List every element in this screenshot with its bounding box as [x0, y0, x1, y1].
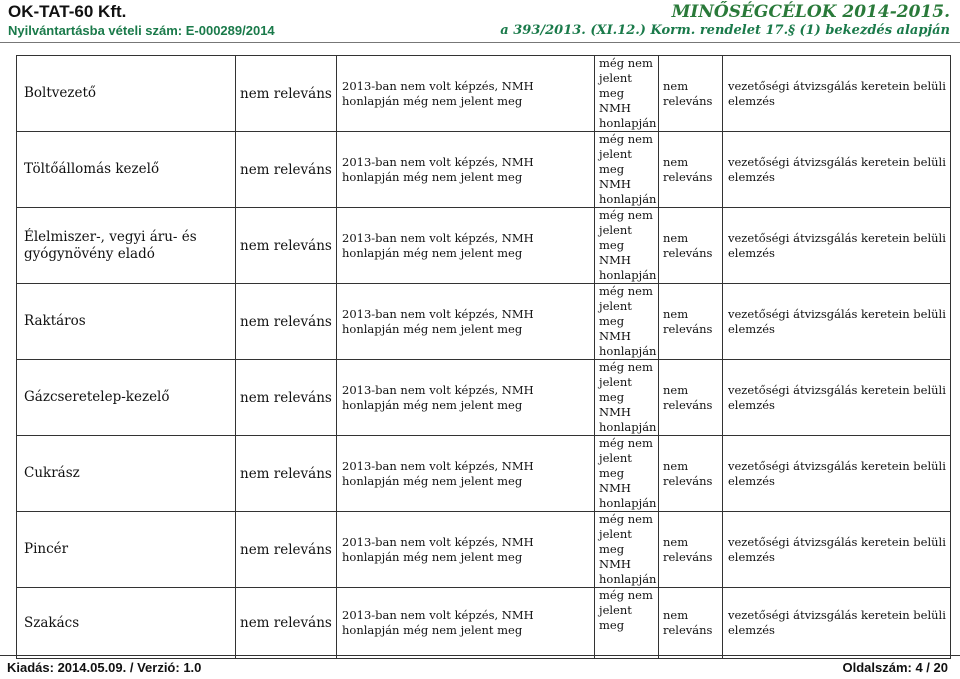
publication-line: NMH: [599, 253, 631, 267]
relevance-cell: nem releváns: [236, 284, 337, 360]
header-left: [8, 2, 275, 40]
relevance-cell: nem releváns: [236, 360, 337, 436]
publication-line: még nem: [599, 208, 653, 222]
assessment-cell: vezetőségi átvizsgálás keretein belüli elemzés: [723, 284, 951, 360]
position-cell: Töltőállomás kezelő: [17, 132, 236, 208]
organization-name: OK-TAT-60 Kft.: [8, 2, 127, 21]
publication-cell: [595, 132, 659, 208]
table-row: [17, 56, 951, 132]
publication-line: NMH: [599, 101, 631, 115]
assessment-cell: vezetőségi átvizsgálás keretein belüli elemzés: [723, 436, 951, 512]
status-cell: nem releváns: [659, 512, 723, 588]
publication-line: honlapján: [599, 420, 657, 434]
publication-cell: [595, 208, 659, 284]
publication-line: még nem: [599, 56, 653, 70]
training-cell: 2013-ban nem volt képzés, NMH honlapján még nem jelent meg: [337, 436, 595, 512]
decree-reference: a 393/2013. (XI.12.) Korm. rendelet 17.§ (1) bekezdés alapján: [500, 23, 950, 38]
publication-line: honlapján: [599, 116, 657, 130]
status-cell: nem releváns: [659, 284, 723, 360]
publication-line: honlapján: [599, 496, 657, 510]
publication-line: meg: [599, 466, 625, 480]
goals-table-body: [17, 56, 951, 659]
training-cell: 2013-ban nem volt képzés, NMH honlapján még nem jelent meg: [337, 208, 595, 284]
publication-line: jelent: [599, 527, 632, 541]
status-cell: nem releváns: [659, 56, 723, 132]
page-footer: [0, 655, 960, 679]
position-cell: Gázcseretelep-kezelő: [17, 360, 236, 436]
publication-line: NMH: [599, 177, 631, 191]
assessment-cell: vezetőségi átvizsgálás keretein belüli elemzés: [723, 512, 951, 588]
edition-version: Kiadás: 2014.05.09. / Verzió: 1.0: [7, 660, 202, 675]
publication-line: jelent: [599, 223, 632, 237]
publication-line: jelent: [599, 603, 632, 617]
status-cell: nem releváns: [659, 208, 723, 284]
position-cell: Raktáros: [17, 284, 236, 360]
assessment-cell: vezetőségi átvizsgálás keretein belüli elemzés: [723, 588, 951, 659]
status-cell: nem releváns: [659, 588, 723, 659]
publication-line: NMH: [599, 557, 631, 571]
status-cell: nem releváns: [659, 436, 723, 512]
relevance-cell: nem releváns: [236, 436, 337, 512]
publication-line: meg: [599, 86, 625, 100]
goals-table: [16, 55, 951, 659]
position-cell: Boltvezető: [17, 56, 236, 132]
publication-line: meg: [599, 390, 625, 404]
publication-line: jelent: [599, 71, 632, 85]
publication-line: meg: [599, 238, 625, 252]
relevance-cell: nem releváns: [236, 588, 337, 659]
quality-goals-title: MINŐSÉGCÉLOK 2014-2015.: [671, 2, 950, 22]
publication-line: meg: [599, 618, 625, 632]
training-cell: 2013-ban nem volt képzés, NMH honlapján még nem jelent meg: [337, 132, 595, 208]
publication-line: jelent: [599, 451, 632, 465]
registration-number: Nyilvántartásba vételi szám: E-000289/2014: [8, 23, 275, 38]
publication-line: honlapján: [599, 344, 657, 358]
publication-line: honlapján: [599, 192, 657, 206]
training-cell: 2013-ban nem volt képzés, NMH honlapján még nem jelent meg: [337, 360, 595, 436]
table-row: [17, 360, 951, 436]
publication-line: jelent: [599, 299, 632, 313]
publication-line: honlapján: [599, 268, 657, 282]
publication-line: még nem: [599, 512, 653, 526]
publication-line: még nem: [599, 360, 653, 374]
publication-line: még nem: [599, 588, 653, 602]
publication-cell: [595, 360, 659, 436]
publication-line: honlapján: [599, 572, 657, 586]
header-right: [500, 2, 950, 40]
position-cell: Élelmiszer-, vegyi áru- és gyógynövény eladó: [17, 208, 236, 284]
publication-line: még nem: [599, 284, 653, 298]
page-number: Oldalszám: 4 / 20: [842, 660, 948, 675]
assessment-cell: vezetőségi átvizsgálás keretein belüli elemzés: [723, 360, 951, 436]
table-row: [17, 208, 951, 284]
publication-line: meg: [599, 162, 625, 176]
publication-cell: [595, 436, 659, 512]
training-cell: 2013-ban nem volt képzés, NMH honlapján még nem jelent meg: [337, 284, 595, 360]
table-row: [17, 512, 951, 588]
publication-line: meg: [599, 542, 625, 556]
status-cell: nem releváns: [659, 132, 723, 208]
training-cell: 2013-ban nem volt képzés, NMH honlapján még nem jelent meg: [337, 588, 595, 659]
publication-line: még nem: [599, 436, 653, 450]
assessment-cell: vezetőségi átvizsgálás keretein belüli elemzés: [723, 132, 951, 208]
position-cell: Szakács: [17, 588, 236, 659]
assessment-cell: vezetőségi átvizsgálás keretein belüli elemzés: [723, 56, 951, 132]
publication-cell: [595, 588, 659, 659]
relevance-cell: nem releváns: [236, 132, 337, 208]
table-row: [17, 132, 951, 208]
training-cell: 2013-ban nem volt képzés, NMH honlapján még nem jelent meg: [337, 512, 595, 588]
publication-cell: [595, 284, 659, 360]
relevance-cell: nem releváns: [236, 208, 337, 284]
assessment-cell: vezetőségi átvizsgálás keretein belüli elemzés: [723, 208, 951, 284]
position-cell: Cukrász: [17, 436, 236, 512]
publication-line: jelent: [599, 147, 632, 161]
position-cell: Pincér: [17, 512, 236, 588]
relevance-cell: nem releváns: [236, 512, 337, 588]
goals-table-wrapper: [16, 55, 951, 659]
publication-line: jelent: [599, 375, 632, 389]
publication-line: még nem: [599, 132, 653, 146]
table-row: [17, 588, 951, 659]
relevance-cell: nem releváns: [236, 56, 337, 132]
publication-line: meg: [599, 314, 625, 328]
publication-cell: [595, 56, 659, 132]
publication-line: NMH: [599, 405, 631, 419]
publication-cell: [595, 512, 659, 588]
publication-line: NMH: [599, 329, 631, 343]
status-cell: nem releváns: [659, 360, 723, 436]
table-row: [17, 284, 951, 360]
publication-line: NMH: [599, 481, 631, 495]
table-row: [17, 436, 951, 512]
training-cell: 2013-ban nem volt képzés, NMH honlapján még nem jelent meg: [337, 56, 595, 132]
page-header: [0, 0, 960, 43]
